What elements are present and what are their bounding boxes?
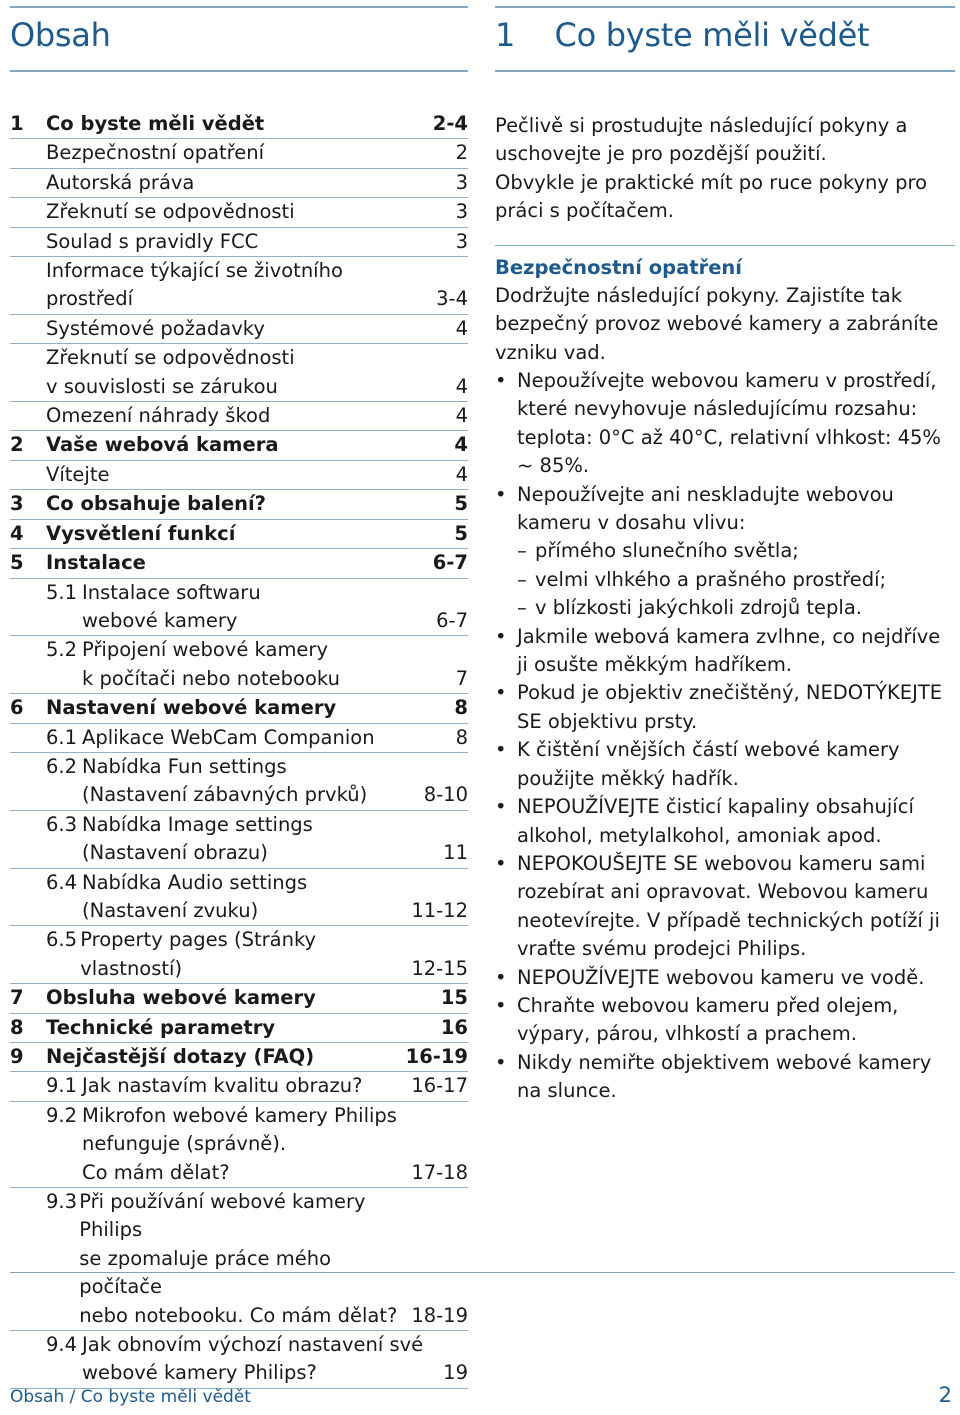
toc-entry-number: 6 [10, 696, 24, 720]
toc-entry-text: Jak obnovím výchozí nastavení své webové kamery Philips? [82, 1333, 424, 1385]
safety-item-text: Nepoužívejte ani neskladujte webovou kameru v dosahu vlivu: [517, 482, 894, 535]
toc-entry-number: 3 [10, 492, 24, 516]
toc-entry[interactable] [10, 1188, 468, 1331]
toc-entry-page: 11-12 [411, 898, 468, 922]
page-number: 2 [938, 1383, 952, 1407]
toc-entry-text: Nabídka Fun settings (Nastavení zábavných prvků) [82, 754, 368, 807]
toc-entry-number: 5 [10, 551, 24, 575]
safety-item-text: NEPOUŽÍVEJTE webovou kameru ve vodě. [517, 965, 925, 989]
header-rule-top [495, 6, 955, 8]
safety-heading: Bezpečnostní opatření [495, 256, 742, 279]
safety-subitem: – v blízkosti jakýchkoli zdrojů tepla. [517, 594, 955, 622]
toc-entry[interactable] [10, 490, 468, 519]
toc-entry-number: 1 [10, 112, 24, 135]
toc-entry-page: 2 [455, 141, 468, 165]
toc-entry-text: Bezpečnostní opatření [46, 141, 265, 165]
safety-item-text: NEPOKOUŠEJTE SE webovou kameru sami rozebírat ani opravovat. Webovou kameru neotevírejte. V případě technických potíží ji vraťte svému prodejci Philips. [517, 851, 940, 961]
footer-rule [10, 1272, 955, 1273]
toc-entry-page: 8-10 [423, 783, 468, 807]
toc-subentry-number: 9.2 [46, 1103, 78, 1127]
toc-entry-text: Technické parametry [46, 1015, 276, 1039]
intro-paragraph: Obvykle je praktické mít po ruce pokyny pro práci s počítačem. [495, 170, 928, 223]
toc-subentry-number: 6.5 [46, 928, 78, 952]
toc-entry-page: 3 [455, 229, 468, 253]
footer-section-label: Obsah / Co byste měli vědět [10, 1387, 251, 1407]
toc-entry[interactable] [10, 344, 468, 402]
toc-entry-page: 4 [455, 462, 468, 486]
toc-entry-text: Autorská práva [46, 170, 195, 194]
toc-entry[interactable] [10, 1043, 468, 1072]
safety-intro: Dodržujte následující pokyny. Zajistíte tak bezpečný provoz webové kamery a zabráníte vzniku vad. [495, 284, 939, 364]
toc-subentry-number: 6.1 [46, 725, 78, 749]
toc-entry[interactable] [10, 869, 468, 927]
safety-item-text: Pokud je objektiv znečištěný, NEDOTÝKEJTE SE objektivu prsty. [517, 681, 943, 733]
toc-entry-text: Nejčastější dotazy (FAQ) [46, 1045, 315, 1068]
toc-entry-text: Obsluha webové kamery [46, 986, 316, 1010]
table-of-contents [10, 110, 468, 1389]
toc-entry-page: 6-7 [432, 551, 468, 575]
toc-entry[interactable] [10, 257, 468, 315]
toc-entry-page: 5 [454, 521, 468, 545]
safety-item-text: K čištění vnějších částí webové kamery použijte měkký hadřík. [517, 738, 900, 790]
toc-entry-text: Zřeknutí se odpovědnosti v souvislosti se zárukou [46, 346, 295, 398]
safety-subitem: – velmi vlhkého a prašného prostředí; [517, 566, 955, 594]
toc-entry[interactable] [10, 110, 468, 139]
toc-entry-page: 8 [455, 725, 468, 749]
toc-entry-text: Mikrofon webové kamery Philips nefunguje (správně). Co mám dělat? [82, 1103, 397, 1184]
toc-entry[interactable] [10, 753, 468, 811]
toc-entry[interactable] [10, 169, 468, 198]
safety-item-text: Jakmile webová kamera zvlhne, co nejdříve ji osušte měkkým hadříkem. [517, 624, 941, 677]
safety-item [495, 964, 955, 992]
toc-subentry-number: 6.2 [46, 754, 78, 778]
toc-entry[interactable] [10, 549, 468, 578]
toc-entry-page: 3 [455, 170, 468, 194]
toc-entry-text: Vaše webová kamera [46, 433, 279, 457]
toc-entry-page: 8 [454, 696, 468, 720]
toc-entry-text: Co byste měli vědět [46, 112, 265, 135]
toc-subentry-number: 9.3 [46, 1190, 78, 1214]
toc-entry-page: 16-17 [411, 1074, 468, 1098]
toc-entry-page: 3-4 [436, 287, 468, 311]
safety-subitem: – přímého slunečního světla; [517, 537, 955, 565]
toc-entry-page: 6-7 [436, 608, 468, 632]
toc-subentry-number: 6.3 [46, 812, 78, 836]
toc-entry-page: 4 [455, 316, 468, 340]
toc-entry-page: 4 [455, 404, 468, 428]
toc-entry-text: Jak nastavím kvalitu obrazu? [82, 1074, 363, 1098]
toc-entry-page: 12-15 [411, 956, 468, 980]
toc-entry-text: Nabídka Audio settings (Nastavení zvuku) [82, 870, 308, 922]
safety-item [495, 623, 955, 680]
toc-subentry-number: 9.1 [46, 1074, 78, 1098]
toc-entry-text: Instalace [46, 551, 146, 575]
toc-entry-page: 2-4 [432, 112, 468, 135]
toc-entry-text: Property pages (Stránky vlastností) [80, 928, 317, 980]
toc-entry-text: Omezení náhrady škod [46, 404, 271, 428]
safety-item [495, 992, 955, 1049]
header-rule-bottom [10, 70, 468, 72]
section-title: 1 Co byste měli vědět [495, 16, 870, 54]
safety-item [495, 850, 955, 964]
toc-entry[interactable] [10, 811, 468, 869]
safety-item [495, 793, 955, 850]
toc-entry-text: Instalace softwaru webové kamery [82, 580, 261, 632]
toc-entry-number: 8 [10, 1015, 24, 1039]
toc-subentry-number: 5.1 [46, 580, 78, 604]
toc-entry-number: 7 [10, 986, 24, 1010]
toc-entry[interactable] [10, 1331, 468, 1389]
toc-subentry-number: 6.4 [46, 870, 78, 894]
toc-entry-page: 11 [443, 841, 468, 865]
toc-entry-page: 17-18 [411, 1160, 468, 1184]
intro-paragraph: Pečlivě si prostudujte následující pokyny a uschovejte je pro pozdější použití. [495, 114, 908, 166]
section-divider [495, 245, 955, 246]
header-rule-top [10, 6, 468, 8]
toc-entry-page: 7 [455, 666, 468, 690]
toc-entry-text: Nastavení webové kamery [46, 696, 337, 720]
toc-entry[interactable] [10, 636, 468, 694]
toc-entry-text: Soulad s pravidly FCC [46, 229, 259, 253]
toc-entry-text: Vysvětlení funkcí [46, 521, 236, 545]
toc-entry[interactable] [10, 984, 468, 1013]
toc-entry-text: Zřeknutí se odpovědnosti [46, 200, 295, 224]
toc-entry-number: 4 [10, 521, 24, 545]
safety-item-text: Nikdy nemiřte objektivem webové kamery na slunce. [517, 1050, 932, 1103]
safety-item [495, 736, 955, 793]
safety-item [495, 679, 955, 736]
toc-entry-text: Připojení webové kamery k počítači nebo notebooku [82, 638, 340, 690]
toc-entry[interactable] [10, 315, 468, 344]
toc-entry-text: Co obsahuje balení? [46, 492, 266, 516]
toc-entry-text: Aplikace WebCam Companion [82, 725, 375, 749]
toc-entry[interactable] [10, 431, 468, 460]
toc-entry[interactable] [10, 402, 468, 431]
toc-entry[interactable] [10, 198, 468, 227]
toc-entry-page: 16 [440, 1015, 468, 1039]
toc-subentry-number: 5.2 [46, 638, 78, 662]
safety-item [495, 481, 955, 623]
toc-entry-page: 3 [455, 200, 468, 224]
toc-entry[interactable] [10, 520, 468, 549]
toc-subentry-number: 9.4 [46, 1333, 78, 1357]
toc-entry[interactable] [10, 1014, 468, 1043]
toc-entry[interactable] [10, 579, 468, 637]
safety-list [495, 367, 955, 1106]
toc-title: Obsah [10, 16, 111, 54]
toc-entry-page: 19 [443, 1361, 468, 1385]
toc-entry-text: Informace týkající se životního prostředí [46, 259, 343, 311]
toc-entry-text: Při používání webové kamery Philips se zpomaluje práce mého počítače nebo notebooku. Co mám dělat? [79, 1190, 398, 1327]
safety-item [495, 367, 955, 481]
toc-entry[interactable] [10, 724, 468, 753]
toc-entry-page: 4 [455, 374, 468, 398]
toc-entry-page: 5 [454, 492, 468, 516]
safety-item-text: NEPOUŽÍVEJTE čisticí kapaliny obsahující alkohol, metylalkohol, amoniak apod. [517, 795, 914, 847]
safety-subitems [517, 537, 955, 622]
intro-text [495, 112, 955, 226]
header-rule-bottom [495, 70, 955, 72]
toc-entry-page: 4 [454, 433, 468, 457]
toc-entry[interactable] [10, 694, 468, 723]
toc-entry-page: 16-19 [405, 1045, 468, 1068]
toc-entry[interactable] [10, 461, 468, 490]
toc-entry-number: 2 [10, 433, 24, 457]
toc-entry[interactable] [10, 1072, 468, 1101]
toc-entry-text: Nabídka Image settings (Nastavení obrazu) [82, 812, 313, 865]
toc-entry-page: 15 [440, 986, 468, 1010]
safety-item-text: Chraňte webovou kameru před olejem, výpary, párou, vlhkostí a prachem. [517, 993, 899, 1046]
toc-entry-text: Systémové požadavky [46, 316, 265, 340]
toc-entry-number: 9 [10, 1045, 24, 1068]
toc-entry[interactable] [10, 926, 468, 984]
toc-entry[interactable] [10, 1102, 468, 1188]
toc-entry[interactable] [10, 228, 468, 257]
toc-entry-page: 18-19 [411, 1303, 468, 1327]
safety-item [495, 1049, 955, 1106]
toc-entry[interactable] [10, 139, 468, 168]
toc-entry-text: Vítejte [46, 462, 110, 486]
safety-item-text: Nepoužívejte webovou kameru v prostředí, které nevyhovuje následujícímu rozsahu: teplota: 0°C až 40°C, relativní vlhkost: 45% ~ 85%. [517, 369, 941, 478]
